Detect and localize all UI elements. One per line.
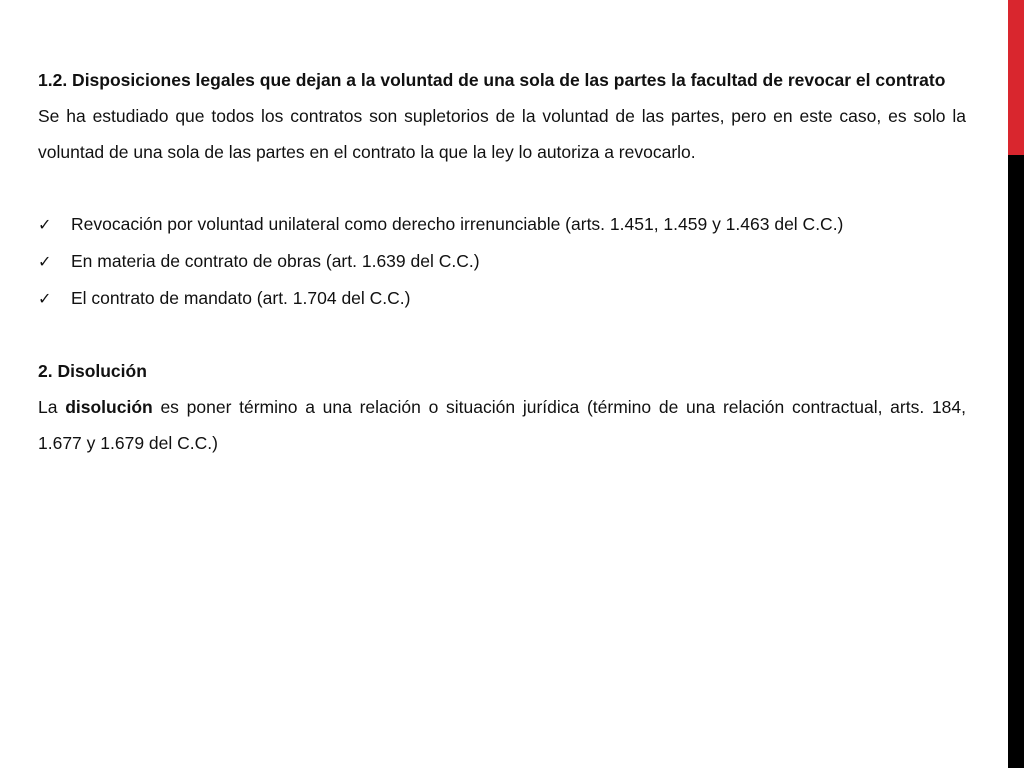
section-2-intro: La — [38, 397, 58, 417]
spacer — [38, 317, 966, 353]
section-2-body — [38, 389, 966, 461]
checkmark-icon: ✓ — [38, 289, 52, 308]
accent-bar-red — [1008, 0, 1024, 155]
check-item-text: Revocación por voluntad unilateral como derecho irrenunciable (arts. 1.451, 1.459 y 1.463 del C.C.) — [71, 214, 844, 234]
section-2-term: disolución — [65, 397, 153, 417]
section-1-2-heading: 1.2. Disposiciones legales que dejan a la voluntad de una sola de las partes la facultad de revocar el contrato — [38, 70, 946, 90]
check-list-item — [38, 206, 966, 243]
checkmark-icon: ✓ — [38, 215, 52, 234]
check-list-item — [38, 243, 966, 280]
section-1-2-body: Se ha estudiado que todos los contratos son supletorios de la voluntad de las partes, pero en este caso, es solo la voluntad de una sola de las partes en el contrato la que la ley lo autoriza a revocarlo. — [38, 106, 966, 162]
check-item-text: El contrato de mandato (art. 1.704 del C.C.) — [71, 288, 411, 308]
check-list — [38, 206, 966, 317]
spacer — [38, 170, 966, 206]
section-2-rest: es poner término a una relación o situación jurídica (término de una relación contractual, arts. 184, 1.677 y 1.679 del C.C.) — [38, 397, 966, 453]
check-item-text: En materia de contrato de obras (art. 1.639 del C.C.) — [71, 251, 480, 271]
check-list-item — [38, 280, 966, 317]
accent-bar-black — [1008, 155, 1024, 768]
slide-content — [38, 62, 966, 461]
section-2-heading: 2. Disolución — [38, 361, 147, 381]
checkmark-icon: ✓ — [38, 252, 52, 271]
